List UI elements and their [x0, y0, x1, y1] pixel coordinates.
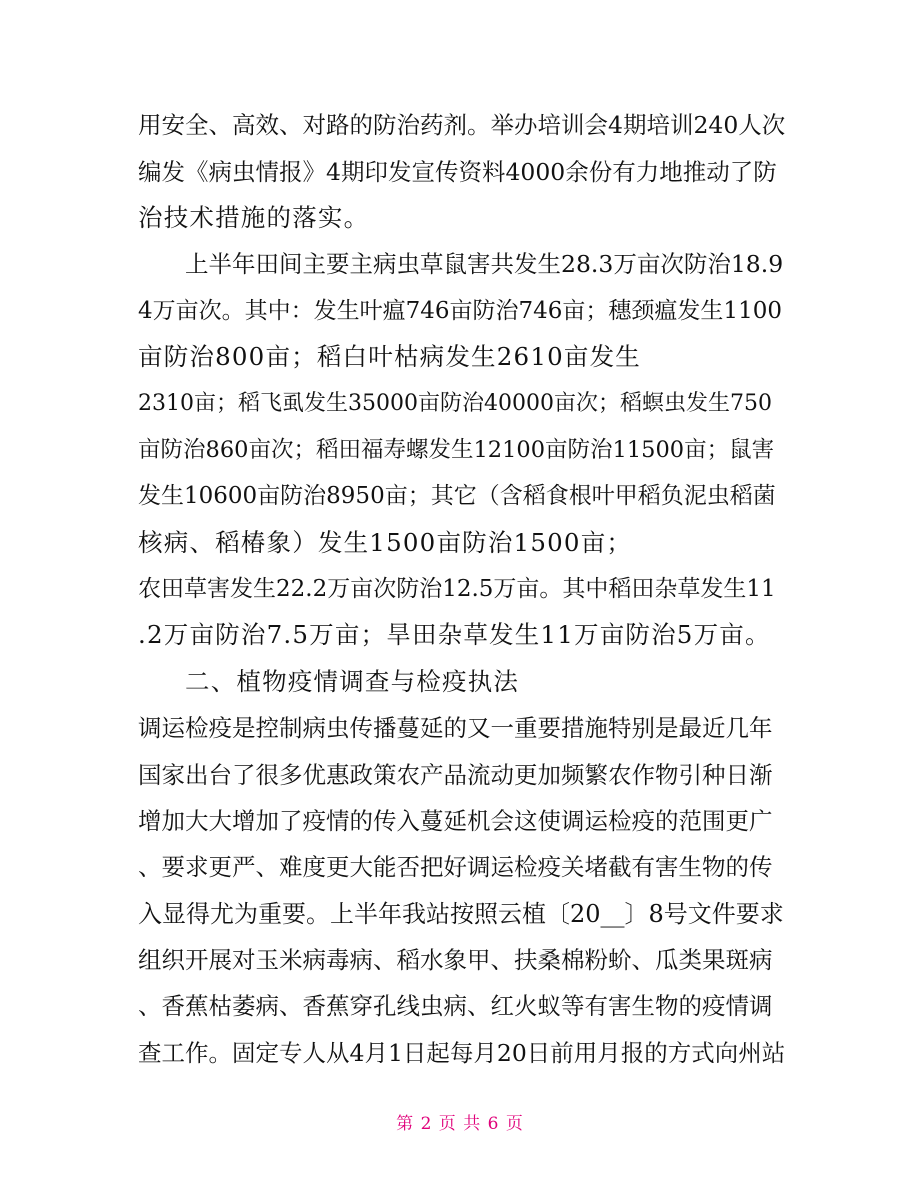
text-line: 、要求更严、难度更大能否把好调运检疫关堵截有害生物的传	[138, 853, 773, 881]
text-line: 组织开展对玉米病毒病、稻水象甲、扶桑棉粉蚧、瓜类果斑病	[138, 946, 773, 974]
text-line: 治技术措施的落实。	[138, 203, 370, 232]
text-line: 编发《病虫情报》4期印发宣传资料4000余份有力地推动了防	[138, 158, 777, 186]
text-line: .2万亩防治7.5万亩；旱田杂草发生11万亩防治5万亩。	[138, 620, 771, 649]
text-line: 核病、稻椿象）发生1500亩防治1500亩；	[138, 528, 633, 557]
text-line: 用安全、高效、对路的防治药剂。举办培训会4期培训240人次	[138, 111, 786, 139]
text-line: 2310亩；稻飞虱发生35000亩防治40000亩次；稻螟虫发生750	[138, 391, 772, 416]
text-line: 亩防治860亩次；稻田福寿螺发生12100亩防治11500亩；鼠害	[138, 437, 775, 463]
text-line: 农田草害发生22.2万亩次防治12.5万亩。其中稻田杂草发生11	[138, 576, 776, 602]
text-line: 调运检疫是控制病虫传播蔓延的又一重要措施特别是最近几年	[138, 714, 773, 742]
page-number-footer: 第 2 页 共 6 页	[396, 1114, 524, 1134]
text-line: 发生10600亩防治8950亩；其它（含稻食根叶甲稻负泥虫稻菌	[138, 483, 776, 509]
paragraph-start-line: 上半年田间主要主病虫草鼠害共发生28.3万亩次防治18.9	[185, 250, 784, 278]
text-line: 入显得尤为重要。上半年我站按照云植〔20__〕8号文件要求	[138, 900, 784, 928]
text-line: 、香蕉枯萎病、香蕉穿孔线虫病、红火蚁等有害生物的疫情调	[138, 992, 773, 1020]
text-line: 查工作。固定专人从4月1日起每月20日前用月报的方式向州站	[138, 1039, 786, 1067]
section-heading: 二、植物疫情调查与检疫执法	[185, 667, 520, 696]
text-line: 亩防治800亩；稻白叶枯病发生2610亩发生	[138, 342, 642, 371]
text-line: 增加大大增加了疫情的传入蔓延机会这使调运检疫的范围更广	[138, 807, 773, 835]
text-line: 4万亩次。其中：发生叶瘟746亩防治746亩；穗颈瘟发生1100	[138, 298, 782, 324]
text-line: 国家出台了很多优惠政策农产品流动更加频繁农作物引种日渐	[138, 761, 773, 789]
